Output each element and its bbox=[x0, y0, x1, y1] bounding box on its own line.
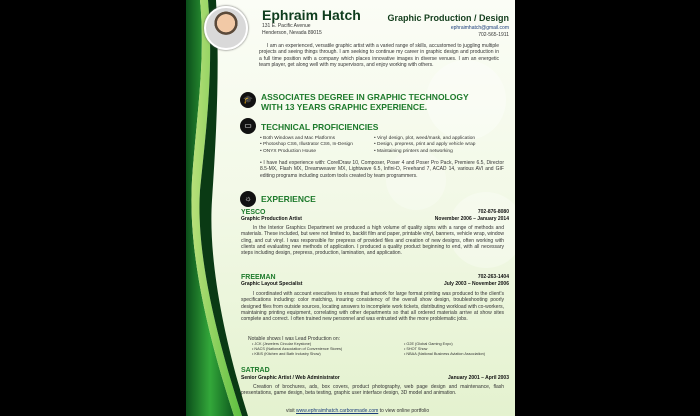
footer-prefix: visit bbox=[286, 408, 295, 414]
job-role-title: Graphic Production / Design bbox=[387, 13, 509, 23]
skill-item: • Vinyl design, plot, weed/mask, and application bbox=[374, 136, 476, 141]
portfolio-footer bbox=[286, 408, 429, 414]
skills-right-list bbox=[374, 136, 475, 155]
job-dates: January 2001 – April 2003 bbox=[448, 375, 509, 381]
technical-heading: TECHNICAL PROFICIENCIES bbox=[261, 122, 379, 132]
resume-page bbox=[186, 0, 515, 416]
job-description: I coordinated with account executives to ensure that artwork for large format printing was produced to the client's specifications including: color matching, insuring consistency of the overall show design, troubleshooting poorly designed files from outside sources, locating answers to incomplete work tickets, distributing workload with co-workers, maintaining printing equipment, correlating with other departments so that all ordered materials arrive at show sites complete and correct. I often trained new personnel and was entrusted with the more problematic jobs. bbox=[241, 291, 504, 323]
job-description: In the Interior Graphics Department we produced a high volume of quality signs with a range of methods and materials. These included, but were not limited to, backlit film and paper, printable vinyl, banners, vehicle wrap, window cling, and cut vinyl. I was responsible for prepress of provided files and creation of new designs, often working with clients and evaluating new methods of application. I produced a quality product beginning to end, with all necessary steps including design, prepress, production, lamination, and application. bbox=[241, 225, 504, 257]
show-item: • NACS (National Association of Convenience Stores) bbox=[252, 347, 343, 351]
intro-paragraph: I am an experienced, versatile graphic artist with a varied range of skills, accustomed to juggling multiple projects and seeing things through. I am seeking to continue my career in graphic design and production in a full time position with a company which places innovative images in diverse venues. I am an energetic team player, get along well with my supervisors, and enjoy working with others. bbox=[259, 43, 499, 68]
software-experience-paragraph: • I have had experience with: CorelDraw 10, Composer, Poser 4 and Poser Pro Pack, Premiere 6.5, Director 8.5-MX, Flash MX, Dreamweaver MX, Lightwave 6.5, Infini-D, Freehand 7, ACAD 14, various AVI and GIF editing programs including custom tools created by team programmers. bbox=[260, 160, 504, 179]
address-line-1: 131 E. Pacific Avenue bbox=[262, 23, 311, 29]
experience-heading: EXPERIENCE bbox=[261, 194, 316, 204]
job-title: Senior Graphic Artist / Web Administrator bbox=[241, 375, 340, 381]
skill-item: • Photoshop CS6, Illustrator CS6, In-Design bbox=[260, 142, 353, 148]
footer-suffix: to view online portfolio bbox=[379, 408, 430, 414]
applicant-name: Ephraim Hatch bbox=[262, 7, 361, 23]
skill-item: • Design, prepress, print and apply vehicle wrap bbox=[374, 142, 476, 148]
company-phone: 702-263-1404 bbox=[477, 274, 509, 280]
show-item: • JCK (Jewelers Circular Keystone) bbox=[252, 342, 312, 346]
show-item: • NBAA (National Business Aviation Association) bbox=[404, 352, 486, 356]
job-description: Creation of brochures, ads, box covers, product photography, web page design and maintenance, flash presentations, game design, beta testing, graphic user interface design, 3D model and animation. bbox=[241, 384, 504, 397]
education-line-1: ASSOCIATES DEGREE IN GRAPHIC TECHNOLOGY bbox=[261, 92, 469, 102]
monitor-icon: ▭ bbox=[240, 118, 256, 134]
graduation-cap-icon: 🎓 bbox=[240, 92, 256, 108]
education-line-2: WITH 13 YEARS GRAPHIC EXPERIENCE. bbox=[261, 102, 428, 112]
skill-item: • Both Windows and Mac Platforms bbox=[260, 136, 335, 141]
shows-right-list bbox=[404, 342, 485, 357]
lightbulb-icon: ☼ bbox=[240, 191, 256, 207]
notable-shows-heading: Notable shows I was Lead Production on: bbox=[248, 336, 340, 342]
address-line-2: Henderson, Nevada 89015 bbox=[262, 30, 322, 36]
job-dates: July 2003 – November 2006 bbox=[443, 281, 509, 287]
email-address[interactable]: ephraimhatch@gmail.com bbox=[450, 25, 509, 31]
company-phone: 702-876-8080 bbox=[477, 209, 509, 215]
shows-left-list bbox=[252, 342, 342, 357]
skill-item: • Maintaining printers and networking bbox=[374, 148, 453, 154]
education-heading bbox=[261, 92, 511, 112]
skills-left-list bbox=[260, 136, 353, 155]
job-title: Graphic Production Artist bbox=[241, 216, 302, 222]
phone-number: 702-565-1911 bbox=[478, 32, 509, 38]
show-item: • G2E (Global Gaming Expo) bbox=[404, 342, 453, 346]
company-name: SATRAD bbox=[241, 367, 270, 374]
company-name: FREEMAN bbox=[241, 274, 276, 281]
profile-photo bbox=[204, 6, 248, 50]
job-title: Graphic Layout Specialist bbox=[241, 281, 303, 287]
company-name: YESCO bbox=[241, 209, 266, 216]
job-dates: November 2006 – January 2014 bbox=[434, 216, 509, 222]
skill-item: • ONYX Production House bbox=[260, 148, 317, 154]
show-item: • SHOT Show bbox=[404, 347, 428, 351]
show-item: • KBIS (Kitchen and Bath Industry Show) bbox=[252, 352, 321, 356]
portfolio-link[interactable]: www.ephraimhatch.carbonmade.com bbox=[296, 408, 379, 414]
